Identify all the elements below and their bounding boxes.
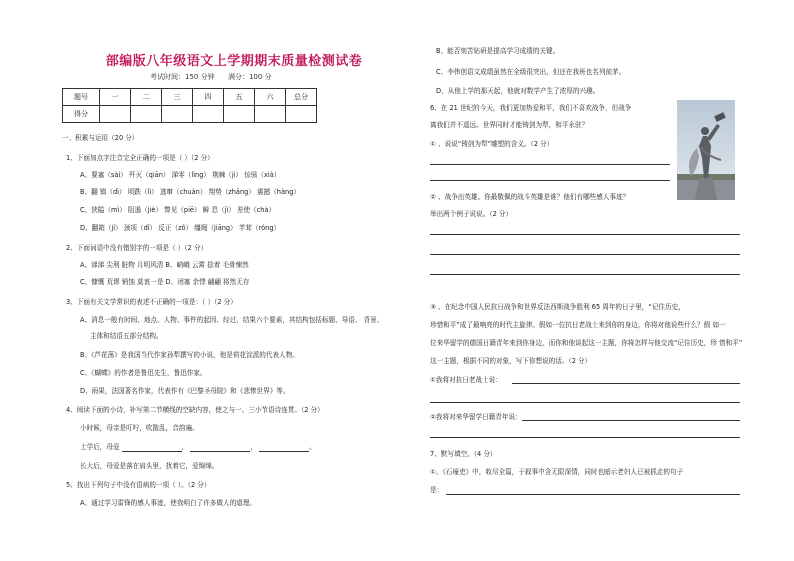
answer-blank[interactable] [122, 444, 182, 452]
score-table [62, 88, 317, 123]
full-score: 满分：100 分 [227, 73, 272, 81]
answer-line[interactable] [446, 494, 740, 495]
score-header-cell: 总分 [286, 89, 317, 106]
q1-option-d: D、翻箱（jí） 颈项（dǐ） 反正（zǒ） 缰绳（jiāng） 芊茸（róng） [80, 224, 281, 232]
question-5: 5、找出下列句子中没有语病的一项（ ）。（2 分） [66, 481, 211, 489]
question-6-line2: 离我们并不遥远。世界同时才能铸剑为犁，和平永驻？ [430, 121, 589, 129]
question-7: 7、默写填空。（4 分） [430, 450, 497, 458]
q1-option-a: A、要塞（sài） 歼灭（qiān） 涕零（lìng） 荆棘（jì） 惊骇（xià） [80, 171, 281, 179]
q7-part-1: ①、《石壕吏》中，收尽全篇，于叙事中含无限深情，同时也暗示老妇人已被抓走的句子 [430, 468, 684, 476]
answer-line[interactable] [430, 254, 740, 255]
q6-part-2-line2: 举出两个例子说说。（2 分） [430, 210, 513, 218]
q6-part-3-line3: 位来华留学的德国日籍青年来到你身边，而你和他谈起这一主题，你将怎样与他交流“记住历史，珍 惜和平” [430, 339, 743, 347]
sculpture-photo [677, 100, 735, 200]
q4-poem-line1: 小时候，母亲是叮咛，吹散乱，音韵遍。 [80, 424, 199, 432]
answer-line[interactable] [430, 234, 740, 235]
q3-option-c: C、《蝴蝶》的作者是鲁迅先生，鲁迅作家。 [80, 369, 207, 377]
q2-options-ab: A、涕涕 尖利 脏物 月明风清 B、峭峨 云霄 捻着 毛骨悚然 [80, 261, 249, 269]
question-6-line1: 6、在 21 世纪的今天，我们更加热爱和平，我们不喜欢战争，但战争 [430, 104, 632, 112]
answer-line[interactable] [430, 437, 740, 438]
q3-option-b: B、《芦花荡》是我国当代作家孙犁撰写的小说，他是荷花淀派的代表人物。 [80, 351, 299, 359]
answer-line[interactable] [430, 402, 740, 403]
q3-option-a-line1: A、消息一般有时间、地点、人物、事件的起因、经过、结果六个要素，其结构包括标题、导语、 背景、 [80, 316, 384, 324]
score-cell [255, 106, 286, 123]
question-1: 1、下面加点字注音完全正确的一项是（ ）（2 分） [66, 154, 214, 162]
q6-part-3-line1: ③ 、在纪念中国人民抗日战争和世界反法西斯战争胜利 65 周年的日子里，“记住历史， [430, 303, 685, 311]
answer-line[interactable] [522, 420, 740, 421]
score-header-cell: 一 [100, 89, 131, 106]
score-cell [162, 106, 193, 123]
score-cell [224, 106, 255, 123]
q4-poem-line2: 上学后，母爱 ， ， 。 [80, 443, 316, 451]
q6-part-3-line2: 珍惜和平”成了最响亮的时代主旋律。假如一位抗日老战士来到你的身边，你将对他说些什么？假 如一 [430, 321, 726, 329]
score-cell [131, 106, 162, 123]
score-header-cell: 二 [131, 89, 162, 106]
score-header-cell: 六 [255, 89, 286, 106]
question-4: 4、阅读下面的小诗，补写第二节横线的空缺内容，使之与一、三小节语诗连贯。（2 分） [66, 406, 324, 414]
score-cell [286, 106, 317, 123]
q5-option-d: D、从他上学的那天起，他就对数学产生了浓厚的兴趣。 [436, 87, 600, 95]
q5-option-a: A、通过学习雷锋的感人事迹，使我明白了许多做人的道理。 [80, 499, 256, 507]
q6-part-3-a-label: ①我将对抗日老战士说： [430, 376, 502, 384]
answer-line[interactable] [512, 383, 740, 384]
q5-option-c: C、李伟创语文成绩虽然在全级很突出，但还在我班也名列前茅。 [436, 68, 626, 76]
q6-part-3-line4: 这一主题，根据不同的对象，写下你想说的话。（2 分） [430, 357, 592, 365]
q3-option-a-line2: 主体和结语五部分结构。 [90, 332, 163, 340]
exam-time: 考试时间：150 分钟 [150, 73, 215, 81]
question-2: 2、下面词语中没有错别字的一项是（ ）（2 分） [66, 244, 208, 252]
q3-option-d: D、雨果，法国著名作家，代表作有《巴黎圣母院》和《悲惨世界》等。 [80, 387, 290, 395]
score-header-cell: 题号 [63, 89, 100, 106]
exam-meta [150, 72, 272, 82]
answer-line[interactable] [430, 274, 740, 275]
answer-blank[interactable] [259, 444, 309, 452]
score-header-cell: 四 [193, 89, 224, 106]
exam-title: 部编版八年级语文上学期期末质量检测试卷 [105, 54, 363, 69]
score-cell [193, 106, 224, 123]
answer-line[interactable] [430, 180, 670, 181]
q1-option-c: C、狭隘（mì） 阻遏（jiè） 瞥见（piē） 瞬 息（jì） 差使（chà） [80, 206, 276, 214]
answer-blank[interactable] [190, 444, 250, 452]
q7-part-1-end: 是： [430, 486, 444, 494]
question-3: 3、下面有关文学常识的表述不正确的一项是：（ ）（2 分） [66, 298, 237, 306]
q5-option-b: B、能否刻苦钻研是提高学习成绩的关键。 [436, 47, 560, 55]
answer-line[interactable] [430, 164, 670, 165]
score-row-label: 得分 [63, 106, 100, 123]
q6-part-2-line1: ② 、战争出英雄。你最敬佩的战斗英雄是谁？他们有哪些感人事迹？ [430, 193, 630, 201]
score-table-score-row [63, 106, 317, 123]
q6-part-3-b-label: ②我将对来华留学日籍青年说： [430, 413, 522, 421]
q2-options-cd: C、慷慨 荒谬 销蚀 莫衷一是 D、闭塞 余悸 翩翩 将然无存 [80, 278, 250, 286]
q4-poem-line2-text: 上学后，母爱 [80, 443, 120, 451]
score-header-cell: 三 [162, 89, 193, 106]
section-1-heading: 一、积累与运用（20 分） [62, 134, 139, 142]
q4-poem-line3: 长大后，母爱是落在肩头里，扰着它，爱绵绵。 [80, 462, 219, 470]
score-cell [100, 106, 131, 123]
score-table-header-row [63, 89, 317, 106]
q1-option-b: B、翻 镇（dì） 顷跌（lì） 逃窜（chuàn） 翔势（zhǎng） 震撼（hàng） [80, 188, 300, 196]
score-header-cell: 五 [224, 89, 255, 106]
q6-part-1: ① 、说说“铸剑为犁”雕塑的含义。（2 分） [430, 140, 554, 148]
